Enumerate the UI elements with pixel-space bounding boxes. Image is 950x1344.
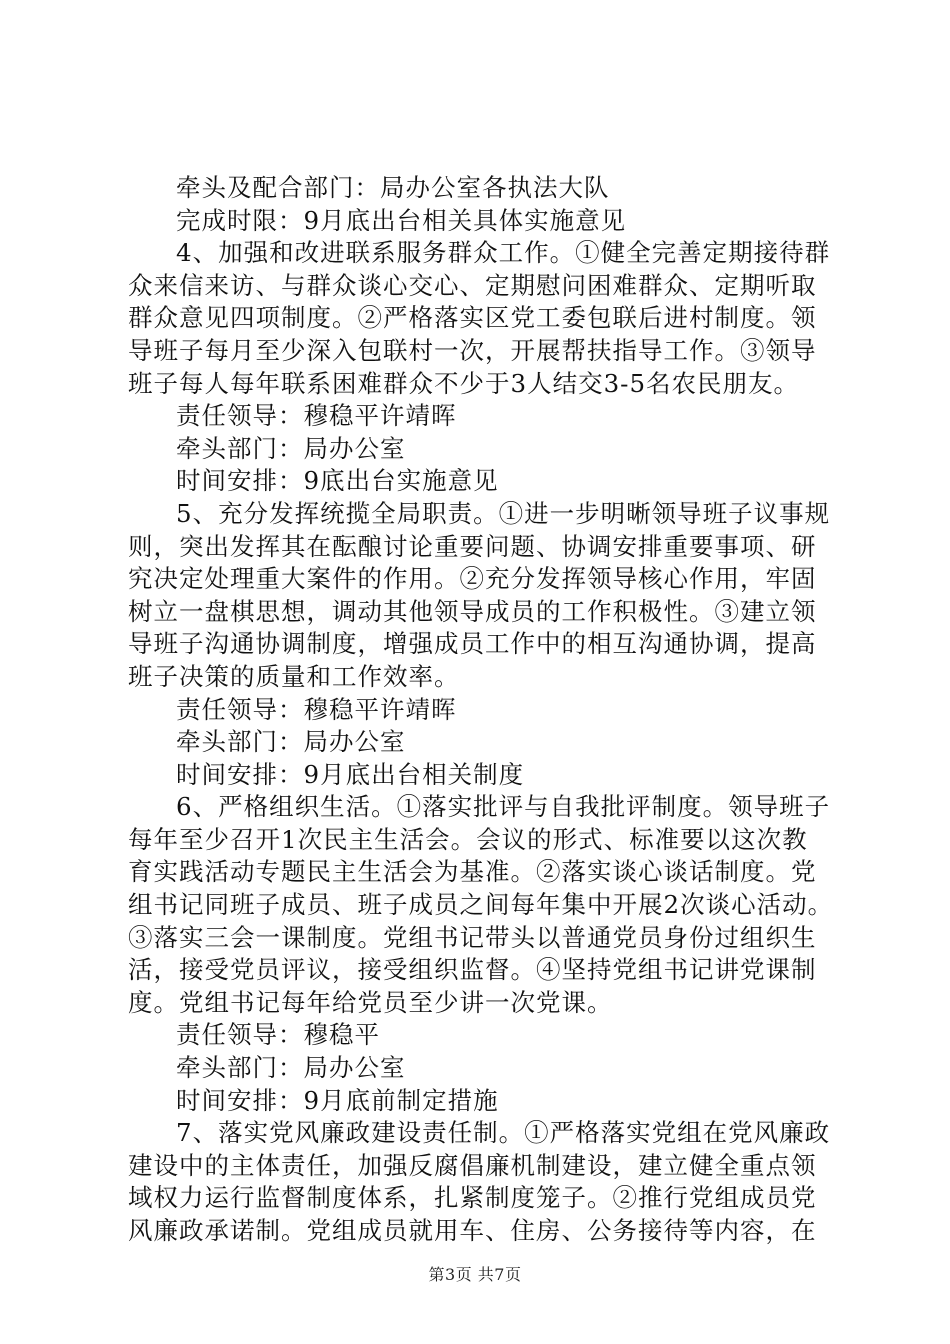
text-line: 导班子每月至少深入包联村一次，开展帮扶指导工作。③领导 <box>128 335 817 365</box>
text-line: 4、加强和改进联系服务群众工作。①健全完善定期接待群 <box>176 238 831 268</box>
document-body <box>128 172 833 1248</box>
text-line: 班子决策的质量和工作效率。 <box>128 661 460 691</box>
text-line: 完成时限：9月底出台相关具体实施意见 <box>176 205 627 235</box>
text-line: 每年至少召开1次民主生活会。会议的形式、标准要以这次教 <box>128 824 808 854</box>
text-line: 时间安排：9底出台实施意见 <box>176 466 499 496</box>
text-line: 域权力运行监督制度体系，扎紧制度笼子。②推行党组成员党 <box>128 1183 817 1213</box>
text-line: 7、落实党风廉政建设责任制。①严格落实党组在党风廉政 <box>176 1118 831 1148</box>
text-line: 牵头部门：局办公室 <box>176 433 406 463</box>
text-line: 牵头及配合部门：局办公室各执法大队 <box>176 173 610 202</box>
text-line: 6、严格组织生活。①落实批评与自我批评制度。领导班子 <box>176 792 831 822</box>
text-line: 群众意见四项制度。②严格落实区党工委包联后进村制度。领 <box>128 303 817 333</box>
text-line: 时间安排：9月底前制定措施 <box>176 1085 499 1115</box>
text-line: ③落实三会一课制度。党组书记带头以普通党员身份过组织生 <box>128 922 817 952</box>
text-line: 5、充分发挥统揽全局职责。①进一步明晰领导班子议事规 <box>176 498 831 528</box>
page-number-footer: 第3页 共7页 <box>428 1265 522 1284</box>
text-line: 风廉政承诺制。党组成员就用车、住房、公务接待等内容，在 <box>128 1216 817 1245</box>
text-line: 究决定处理重大案件的作用。②充分发挥领导核心作用，牢固 <box>128 564 817 594</box>
text-line: 活，接受党员评议，接受组织监督。④坚持党组书记讲党课制 <box>128 955 817 985</box>
text-line: 班子每人每年联系困难群众不少于3人结交3-5名农民朋友。 <box>128 368 800 398</box>
text-line: 责任领导：穆稳平 <box>176 1020 380 1050</box>
text-line: 导班子沟通协调制度，增强成员工作中的相互沟通协调，提高 <box>128 629 817 659</box>
text-line: 育实践活动专题民主生活会为基准。②落实谈心谈话制度。党 <box>128 857 817 887</box>
text-line: 牵头部门：局办公室 <box>176 727 406 757</box>
text-line: 时间安排：9月底出台相关制度 <box>176 759 525 789</box>
text-line: 众来信来访、与群众谈心交心、定期慰问困难群众、定期听取 <box>128 270 817 300</box>
text-line: 牵头部门：局办公室 <box>176 1053 406 1083</box>
text-line: 树立一盘棋思想，调动其他领导成员的工作积极性。③建立领 <box>128 596 817 626</box>
text-line: 建设中的主体责任，加强反腐倡廉机制建设，建立健全重点领 <box>128 1150 817 1180</box>
text-line: 责任领导：穆稳平许靖晖 <box>176 401 457 431</box>
text-line: 度。党组书记每年给党员至少讲一次党课。 <box>128 987 613 1017</box>
text-line: 组书记同班子成员、班子成员之间每年集中开展2次谈心活动。 <box>128 890 834 920</box>
text-line: 则，突出发挥其在酝酿讨论重要问题、协调安排重要事项、研 <box>128 531 817 561</box>
text-line: 责任领导：穆稳平许靖晖 <box>176 694 457 724</box>
